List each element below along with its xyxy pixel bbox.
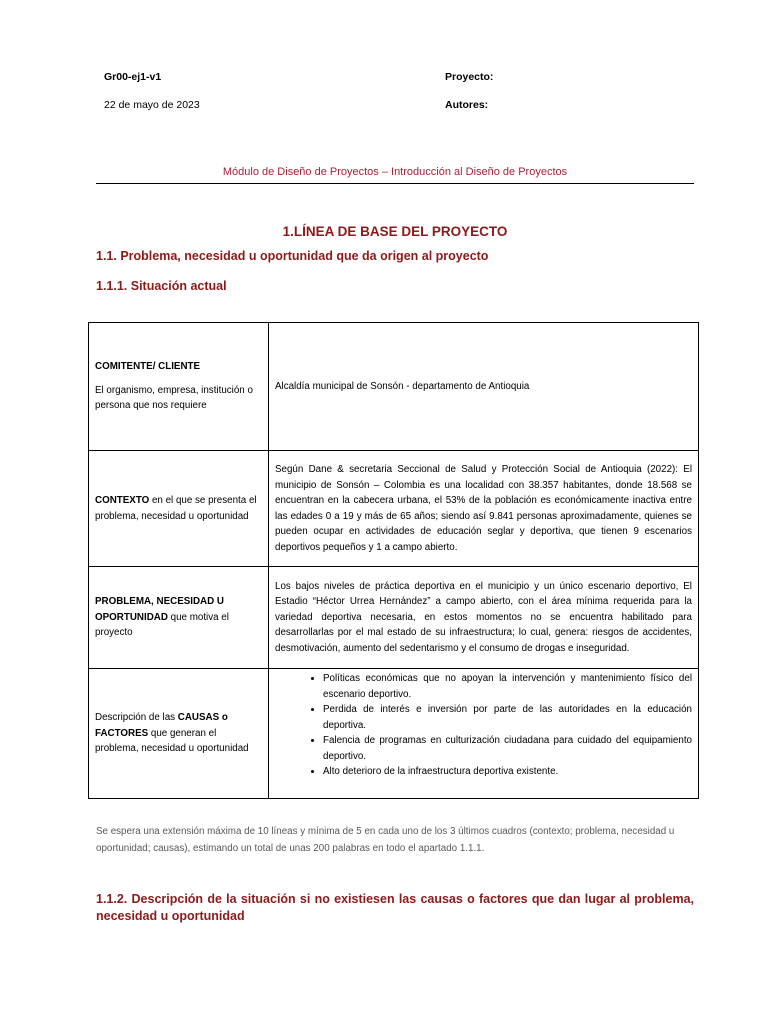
subsection-title: 1.1. Problema, necesidad u oportunidad que da origen al proyecto	[96, 249, 489, 263]
context-description: en el que se presenta el problema, necesidad u oportunidad	[95, 495, 257, 522]
project-label: Proyecto:	[445, 71, 494, 83]
row-label-problem	[89, 567, 269, 669]
table-row	[89, 323, 699, 451]
section-title: 1.LÍNEA DE BASE DEL PROYECTO	[282, 224, 508, 239]
next-section-heading: 1.1.2. Descripción de la situación si no existiesen las causas o factores que dan lugar al problema, necesidad u oportunidad	[96, 892, 694, 923]
table-row	[89, 567, 699, 669]
causes-description: que generan el problema, necesidad u oportunidad	[95, 727, 249, 755]
context-title: CONTEXTO	[95, 495, 150, 506]
list-item: • Perdida de interés e inversión por parte de las autoridades en la educación deportiva.	[323, 702, 692, 733]
causes-value	[269, 669, 699, 799]
causes-list	[275, 671, 692, 780]
client-description: El organismo, empresa, institución o persona que nos requiere	[95, 384, 253, 412]
situation-table	[88, 322, 699, 799]
context-value: Según Dane & secretaria Seccional de Salud y Protección Social de Antioquia (2022): El municipio de Sonsón – Colombia es una localidad con 38.357 habitantes, donde 18.568 se encuentran en la cabecera urbana, el 53% de la población es económicamente inactiva entre las edades 0 a 19 y más de 65 años; siendo así 9.841 personas aproximadamente, quienes se pueden ocupar en actividades de educación seglar y deportiva, que tienen 9 escenarios deportivos pequeños y 1 a campo abierto.	[269, 451, 699, 567]
causes-prefix: Descripción de las	[95, 712, 178, 724]
module-title: Módulo de Diseño de Proyectos – Introducción al Diseño de Proyectos	[222, 166, 568, 178]
document-date: 22 de mayo de 2023	[104, 99, 200, 111]
client-title: COMITENTE/ CLIENTE	[95, 361, 201, 373]
guidance-note: Se espera una extensión máxima de 10 líneas y mínima de 5 en cada uno de los 3 últimos cuadros (contexto; problema, necesidad u oportunidad; causas), estimando un total de unas 200 palabras en todo el apartado 1.1.1.	[96, 826, 675, 854]
list-item: • Políticas económicas que no apoyan la intervención y mantenimiento físico del escenario deportivo.	[323, 671, 692, 702]
causes-title: CAUSAS o FACTORES	[95, 712, 228, 739]
document-id: Gr00-ej1-v1	[104, 71, 162, 83]
problem-value: Los bajos niveles de práctica deportiva en el municipio y un único escenario deportivo, El Estadio “Héctor Urrea Hernández” a campo abierto, con el área mínima requerida para la variedad deportiva necesaria, en estos momentos no se encuentra habilitado para desarrollarlas por el mal estado de su infraestructura; lo cual, genera: riesgos de accidentes, desmotivación, aumento del sedentarismo y el consumo de drogas e inseguridad.	[269, 567, 699, 669]
problem-title: PROBLEMA, NECESIDAD U OPORTUNIDAD	[95, 596, 225, 623]
row-label-context	[89, 451, 269, 567]
problem-description: que motiva el proyecto	[95, 611, 229, 639]
row-label-client	[89, 323, 269, 451]
list-item: • Falencia de programas en culturización ciudadana para cuidado del equipamiento deportivo.	[323, 733, 692, 764]
subsubsection-title: 1.1.1. Situación actual	[96, 279, 227, 293]
list-item: • Alto deterioro de la infraestructura deportiva existente.	[323, 764, 692, 780]
client-value: Alcaldía municipal de Sonsón - departamento de Antioquia	[269, 323, 699, 451]
row-label-causes	[89, 669, 269, 799]
authors-label: Autores:	[445, 99, 489, 111]
table-row	[89, 669, 699, 799]
header-divider	[96, 183, 694, 184]
table-row	[89, 451, 699, 567]
